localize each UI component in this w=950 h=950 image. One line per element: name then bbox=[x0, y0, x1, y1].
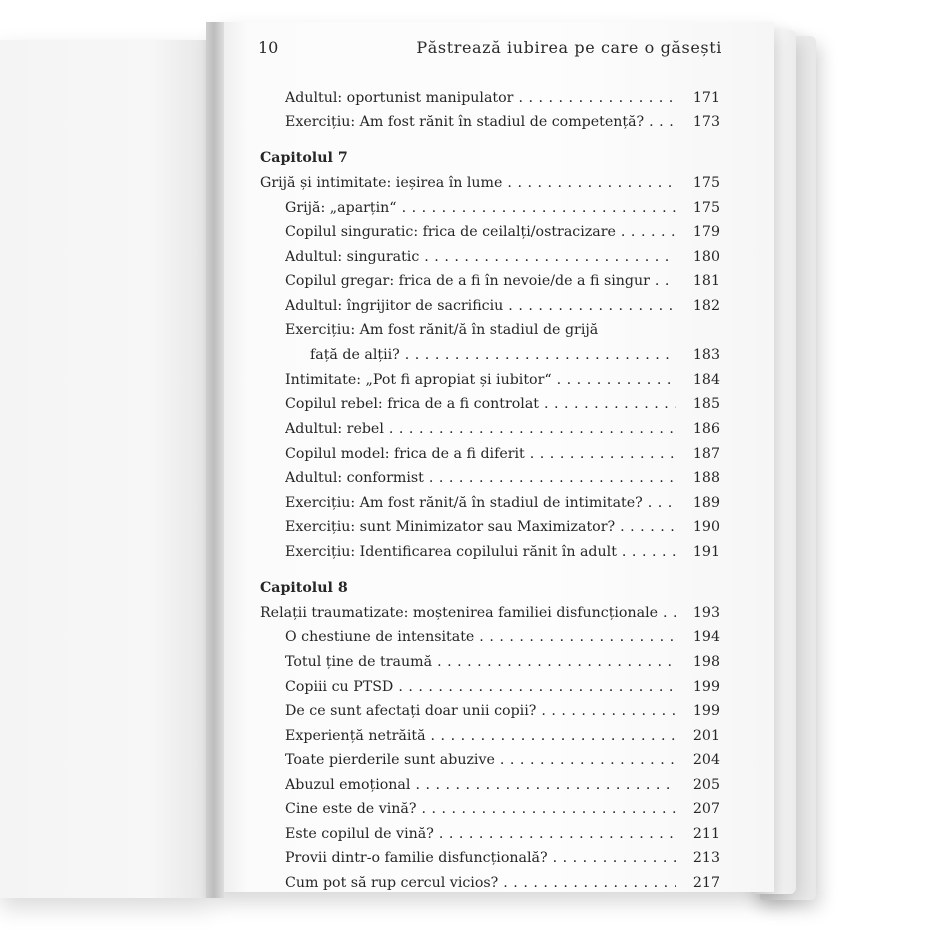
toc-entry: Adultul: singuratic . . . 180 bbox=[258, 247, 720, 267]
toc-entry: Cum pot să rup cercul vicios? . . . 217 bbox=[258, 873, 720, 893]
toc-entry: Exercițiu: Am fost rănit/ă în stadiul de grijă bbox=[285, 322, 599, 338]
book-title: Păstrează iubirea pe care o găsești bbox=[416, 38, 722, 57]
toc-entry: Adultul: oportunist manipulator . . . 171 bbox=[258, 88, 720, 108]
toc-entry: Grijă și intimitate: ieșirea în lume . . . 175 bbox=[258, 173, 720, 193]
toc-entry: Cine este de vină? . . . 207 bbox=[258, 799, 720, 819]
toc-entry: Copilul gregar: frica de a fi în nevoie/de a fi singur . . . 181 bbox=[258, 271, 720, 291]
toc-entry: Copilul model: frica de a fi diferit . . . 187 bbox=[258, 444, 720, 464]
book-gutter bbox=[206, 22, 224, 898]
left-page bbox=[0, 40, 214, 898]
toc-entry: Intimitate: „Pot fi apropiat și iubitor“ . . . 184 bbox=[258, 370, 720, 390]
toc-entry: De ce sunt afectați doar unii copii? . . . 199 bbox=[258, 701, 720, 721]
toc-entry: O chestiune de intensitate . . . 194 bbox=[258, 627, 720, 647]
toc-entry: Adultul: conformist . . . 188 bbox=[258, 468, 720, 488]
toc-entry: Relații traumatizate: moștenirea familiei disfuncționale . . . 193 bbox=[258, 603, 720, 623]
toc-entry: Provii dintr-o familie disfuncțională? . . . 213 bbox=[258, 848, 720, 868]
toc-entry: Exercițiu: sunt Minimizator sau Maximizator? . . . 190 bbox=[258, 517, 720, 537]
toc-entry: Toate pierderile sunt abuzive . . . 204 bbox=[258, 750, 720, 770]
toc-entry: Copiii cu PTSD . . . 199 bbox=[258, 677, 720, 697]
toc-entry: Copilul singuratic: frica de ceilalți/ostracizare . . . 179 bbox=[258, 222, 720, 242]
toc-entry: Adultul: rebel . . . 186 bbox=[258, 419, 720, 439]
toc-entry: Copilul rebel: frica de a fi controlat . . . 185 bbox=[258, 394, 720, 414]
toc-entry: Exercițiu: Am fost rănit în stadiul de competență? . . . 173 bbox=[258, 112, 720, 132]
toc-entry: Exercițiu: Identificarea copilului rănit în adult . . . 191 bbox=[258, 542, 720, 562]
toc-entry: Experiență netrăită . . . 201 bbox=[258, 726, 720, 746]
toc-entry: Grijă: „aparțin“ . . . 175 bbox=[258, 198, 720, 218]
chapter-heading: Capitolul 8 bbox=[260, 580, 348, 596]
toc-entry: Exercițiu: Am fost rănit/ă în stadiul de intimitate? . . . 189 bbox=[258, 493, 720, 513]
toc-entry: Totul ține de traumă . . . 198 bbox=[258, 652, 720, 672]
toc-entry: Este copilul de vină? . . . 211 bbox=[258, 824, 720, 844]
toc-entry: Abuzul emoțional . . . 205 bbox=[258, 775, 720, 795]
page-number: 10 bbox=[258, 38, 279, 57]
toc-entry-continued: față de alții? . . . 183 bbox=[258, 345, 720, 365]
chapter-heading: Capitolul 7 bbox=[260, 150, 348, 166]
toc-entry: Adultul: îngrijitor de sacrificiu . . . 182 bbox=[258, 296, 720, 316]
